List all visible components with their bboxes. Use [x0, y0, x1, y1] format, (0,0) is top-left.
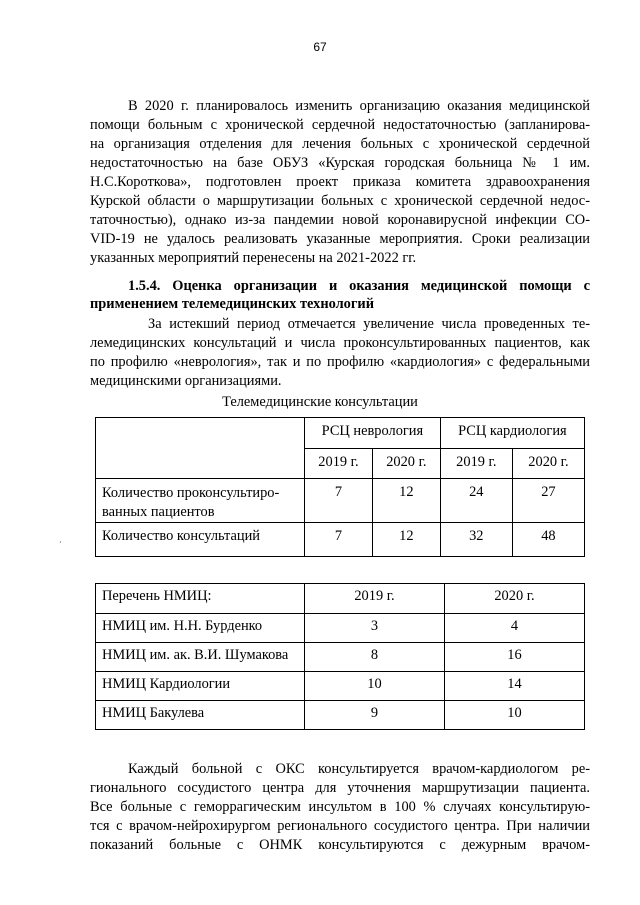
- text-line: Курской области о маршрутизации больных с хронической сердечной недос-: [90, 193, 590, 209]
- column-header-year: 2019 г.: [440, 449, 512, 479]
- table-row: [96, 479, 585, 523]
- row-label-line: ванных пациентов: [102, 504, 215, 520]
- text-line: Каждый больной с ОКС консультируется врачом-кардиологом ре-: [128, 761, 590, 777]
- table-cell: 14: [445, 672, 585, 701]
- nmic-name: НМИЦ Кардиологии: [96, 672, 305, 701]
- table-cell: 3: [305, 614, 445, 643]
- section-heading: [90, 277, 590, 313]
- text-line: гионального сосудистого центра для уточнения маршрутизации пациента.: [90, 780, 590, 796]
- heading-line: 1.5.4. Оценка организации и оказания медицинской помощи с: [128, 278, 590, 294]
- column-group-cardiology: РСЦ кардиология: [440, 418, 584, 449]
- nmic-name: НМИЦ им. Н.Н. Бурденко: [96, 614, 305, 643]
- table-cell: 32: [440, 523, 512, 557]
- paragraph-consultations: [90, 760, 590, 855]
- column-header-nmic: Перечень НМИЦ:: [96, 584, 305, 614]
- column-header-year: 2020 г.: [512, 449, 584, 479]
- nmic-table: [95, 583, 585, 730]
- column-header-year: 2019 г.: [305, 449, 373, 479]
- paragraph-telemedicine-intro: [90, 315, 590, 391]
- nmic-name: НМИЦ им. ак. В.И. Шумакова: [96, 643, 305, 672]
- table-row: [96, 672, 585, 701]
- table-row: [96, 701, 585, 730]
- telemedicine-table: [95, 417, 585, 557]
- text-line: Н.С.Короткова», подготовлен проект приказа комитета здравоохранения: [90, 174, 590, 190]
- table-header-blank: [96, 418, 305, 479]
- table-caption: Телемедицинские консультации: [222, 394, 418, 410]
- page-number: 67: [313, 40, 327, 54]
- column-header-year: 2020 г.: [372, 449, 440, 479]
- text-line: по профилю «неврология», так и по профилю «кардиология» с федеральными: [90, 354, 590, 370]
- table-row: [96, 643, 585, 672]
- text-line: лемедицинских консультаций и числа проконсультированных пациентов, как: [90, 335, 590, 351]
- table-cell: 48: [512, 523, 584, 557]
- column-header-2019: 2019 г.: [305, 584, 445, 614]
- text-line: таточностью), однако из-за пандемии новой коронавирусной инфекции СО-: [90, 212, 590, 228]
- column-group-neurology: РСЦ неврология: [305, 418, 441, 449]
- text-line: тся с врачом-нейрохирургом регионального сосудистого центра. При наличии: [90, 818, 590, 834]
- table-cell: 12: [372, 523, 440, 557]
- text-line: Все больные с геморрагическим инсультом в 100 % случаях консультирую-: [90, 799, 590, 815]
- row-label: Количество консультаций: [96, 523, 305, 557]
- text-line: показаний больные с ОНМК консультируются с дежурным врачом-: [90, 837, 590, 853]
- text-line: В 2020 г. планировалось изменить организацию оказания медицинской: [128, 98, 590, 114]
- table-cell: 7: [305, 523, 373, 557]
- row-label-line: Количество проконсультиро-: [102, 485, 280, 501]
- text-line: указанных мероприятий перенесены на 2021-2022 гг.: [90, 250, 417, 266]
- table-cell: 8: [305, 643, 445, 672]
- table-cell: 27: [512, 479, 584, 523]
- table-cell: 12: [372, 479, 440, 523]
- table-cell: 4: [445, 614, 585, 643]
- text-line: на организация отделения для лечения больных с хронической сердечной: [90, 136, 590, 152]
- text-line: помощи больным с хронической сердечной недостаточностью (запланирова-: [90, 117, 590, 133]
- column-header-2020: 2020 г.: [445, 584, 585, 614]
- text-line: За истекший период отмечается увеличение числа проведенных те-: [148, 316, 590, 332]
- table-row: [96, 614, 585, 643]
- table-cell: 7: [305, 479, 373, 523]
- table-cell: 10: [445, 701, 585, 730]
- nmic-name: НМИЦ Бакулева: [96, 701, 305, 730]
- table-cell: 16: [445, 643, 585, 672]
- text-line: медицинскими организациями.: [90, 373, 282, 389]
- text-line: недостаточностью на базе ОБУЗ «Курская городская больница № 1 им.: [90, 155, 590, 171]
- table-cell: 24: [440, 479, 512, 523]
- text-line: VID-19 не удалось реализовать указанные мероприятия. Сроки реализации: [90, 231, 590, 247]
- table-cell: 10: [305, 672, 445, 701]
- stray-mark: ·: [59, 538, 62, 547]
- table-cell: 9: [305, 701, 445, 730]
- row-label: [96, 479, 305, 523]
- heading-line: применением телемедицинских технологий: [90, 296, 374, 312]
- paragraph-chf-organization: [90, 97, 590, 268]
- table-row: [96, 523, 585, 557]
